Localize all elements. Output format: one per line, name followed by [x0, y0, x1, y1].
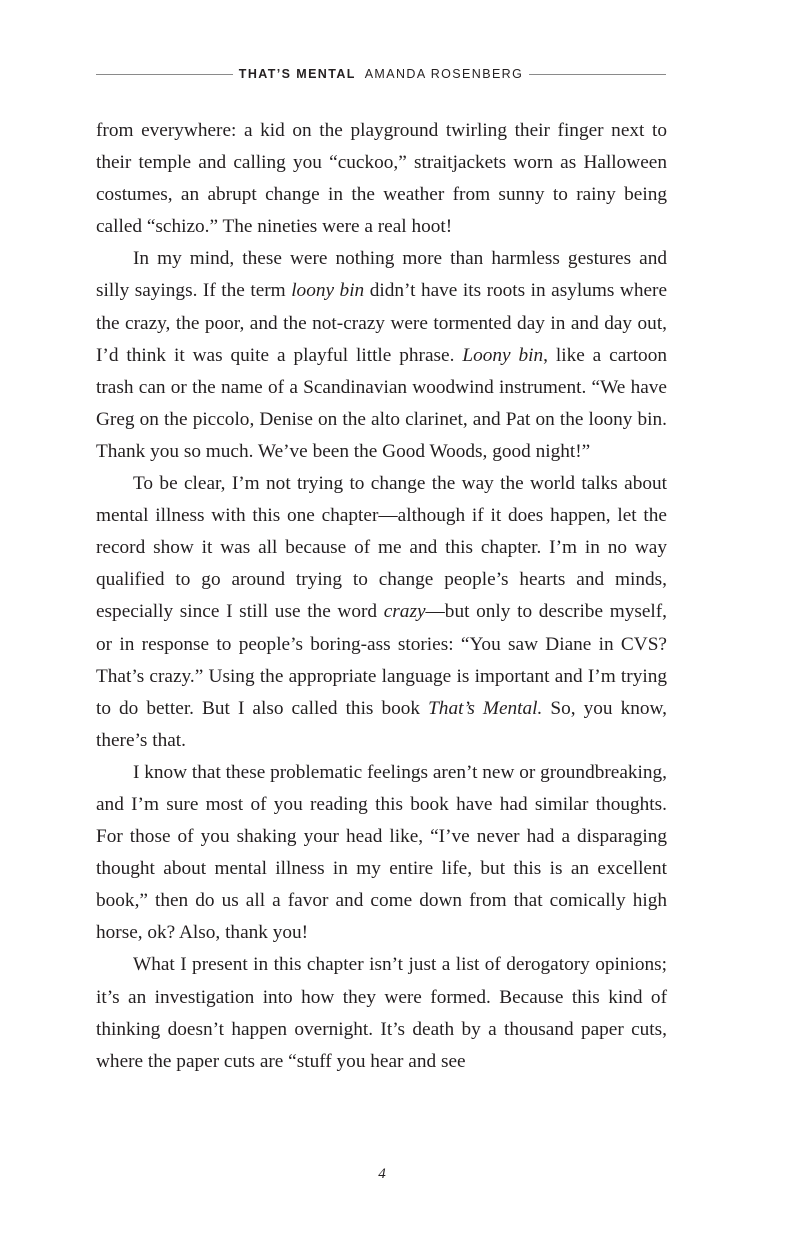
paragraph-5: What I present in this chapter isn’t just a list of derogatory opinions; it’s an investigation into how they were formed. Because this kind of thinking doesn’t happen overnight. It’s death by a thousand paper cuts, where the paper cuts are “stuff you hear and see [96, 954, 667, 1072]
paragraph-4: I know that these problematic feelings aren’t new or groundbreaking, and I’m sure most of you reading this book have had similar thoughts. For those of you shaking your head like, “I’ve never had a disparaging thought about mental illness in my entire life, but this is an excellent book,” then do us all a favor and come down from that comically high horse, ok? Also, thank you! [96, 761, 667, 944]
paragraph-2-text-b: didn’t have its roots in asylums where the crazy, the poor, and the not-crazy were tormented day in and day out, I’d think it was quite a playful little phrase. [96, 280, 668, 366]
paragraph-2-italic-a: loony bin [291, 280, 365, 302]
running-head-rule-left [96, 74, 233, 75]
paragraph-1: from everywhere: a kid on the playground twirling their finger next to their temple and calling you “cuckoo,” straitjackets worn as Halloween costumes, an abrupt change in the weather from sunny to rainy being called “schizo.” The nineties were a real hoot! [96, 120, 667, 238]
running-head [96, 64, 666, 84]
paragraph-3-italic-a: crazy [383, 601, 426, 623]
running-head-text [233, 67, 529, 81]
author-name: AMANDA ROSENBERG [364, 67, 524, 81]
paragraph-2-text-c: , like a cartoon trash can or the name of a Scandinavian woodwind instrument. “We have Greg on the piccolo, Denise on the alto clarinet, and Pat on the loony bin. Thank you so much. We’ve been the Good Woods, good night!” [96, 344, 667, 462]
paragraph-3-italic-b: That’s Mental. [428, 697, 543, 719]
paragraph-2-italic-b: Loony bin [462, 344, 544, 366]
paragraph-3 [96, 468, 667, 757]
book-title: THAT’S MENTAL [238, 67, 356, 81]
paragraph-2-text-a: In my mind, these were nothing more than harmless gestures and silly sayings. If the term [96, 248, 667, 302]
page-number: 4 [378, 1166, 386, 1182]
paragraph-2 [96, 243, 667, 468]
paragraph-3-text-a: To be clear, I’m not trying to change the way the world talks about mental illness with this one chapter—although if it does happen, let the record show it was all because of me and this chapter. I’m in no way qualified to go around trying to change people’s hearts and minds, especially since I still use the word [96, 473, 667, 623]
paragraph-3-text-b: —but only to describe myself, or in response to people’s boring-ass stories: “You saw Diane in CVS? That’s crazy.” Using the appropriate language is important and I’m trying to do better. But I also called this book [96, 601, 667, 719]
running-head-rule-right [529, 74, 666, 75]
paragraph-3-text-c: So, you know, there’s that. [96, 697, 667, 751]
body-text [96, 115, 667, 1078]
